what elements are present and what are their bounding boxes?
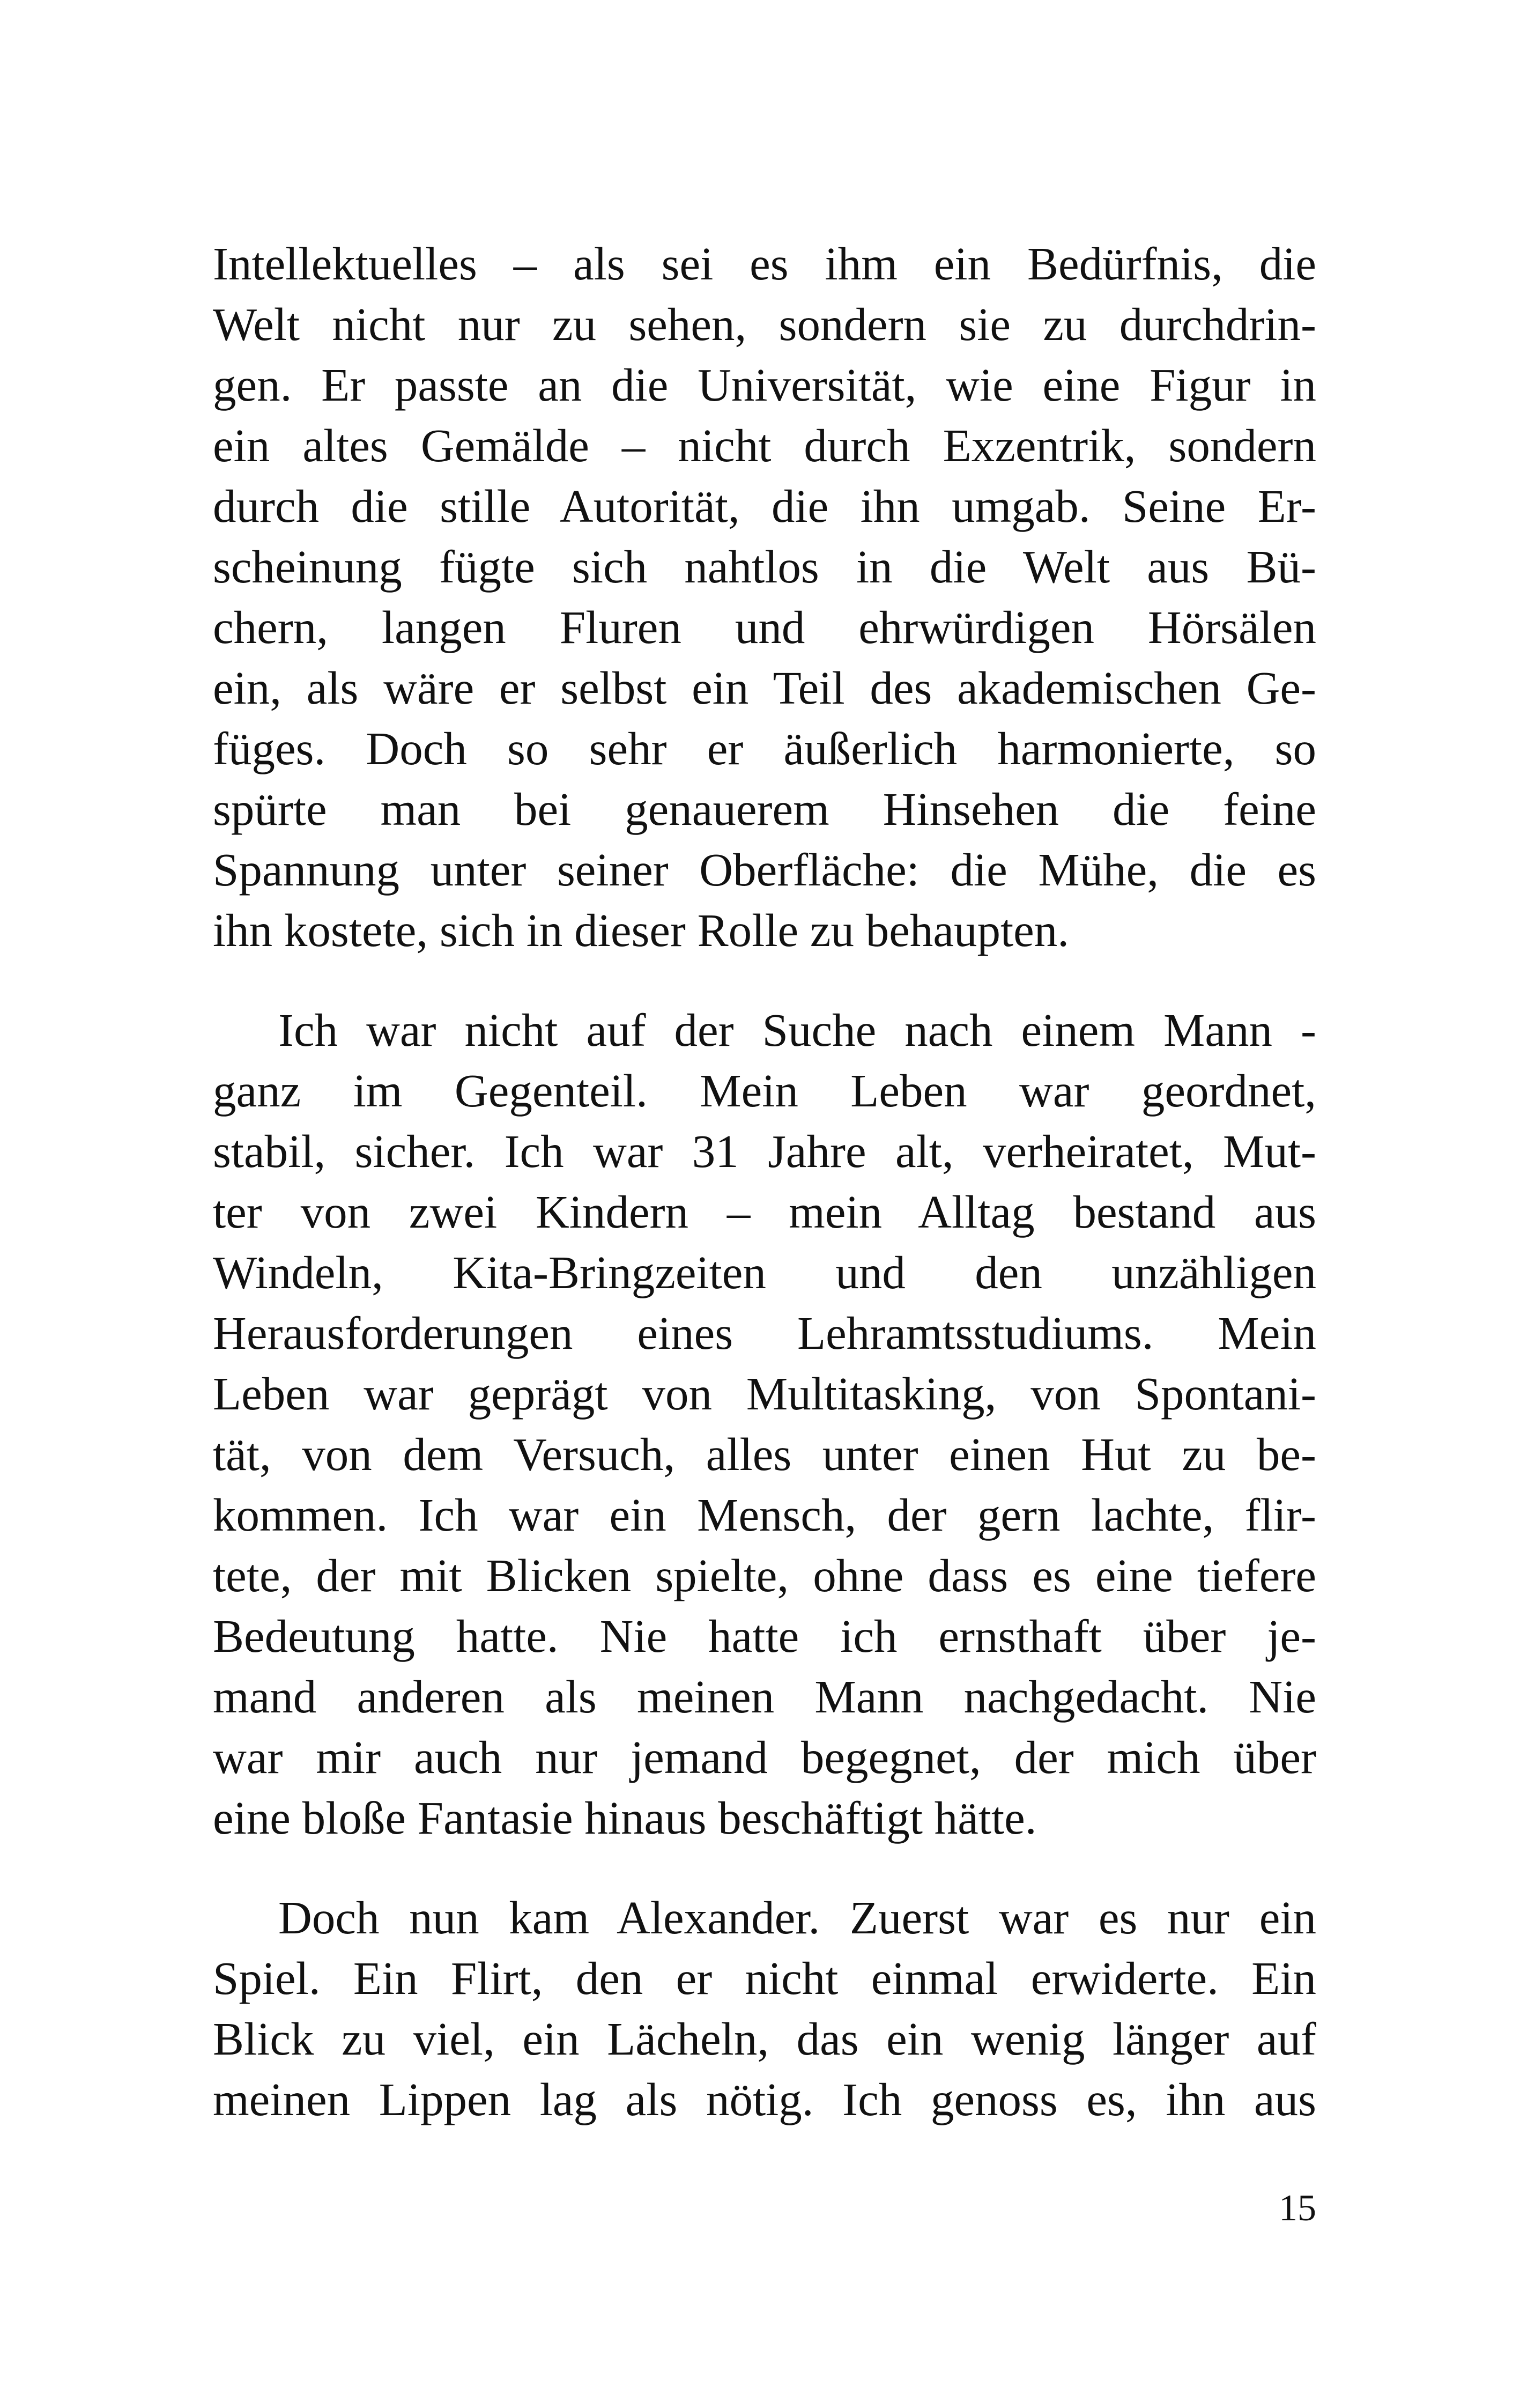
text-line: ganz im Gegenteil. Mein Leben war geordnet, xyxy=(213,1065,1316,1117)
paragraph xyxy=(213,233,1316,961)
text-line: tät, von dem Versuch, alles unter einen Hut zu be- xyxy=(213,1428,1316,1480)
text-line: Herausforderungen eines Lehramtsstudiums. Mein xyxy=(213,1307,1316,1359)
page-number: 15 xyxy=(1279,2188,1316,2229)
text-line: durch die stille Autorität, die ihn umgab. Seine Er- xyxy=(213,480,1316,532)
text-line: gen. Er passte an die Universität, wie eine Figur in xyxy=(213,359,1316,411)
paragraph xyxy=(213,1887,1316,2130)
text-line: tete, der mit Blicken spielte, ohne dass es eine tiefere xyxy=(213,1549,1316,1601)
text-line: Spannung unter seiner Oberfläche: die Mühe, die es xyxy=(213,844,1316,896)
text-line: Intellektuelles – als sei es ihm ein Bedürfnis, die xyxy=(213,238,1316,290)
text-line: Spiel. Ein Flirt, den er nicht einmal erwiderte. Ein xyxy=(213,1952,1316,2004)
text-line: Welt nicht nur zu sehen, sondern sie zu durchdrin- xyxy=(213,298,1316,350)
text-line: spürte man bei genauerem Hinsehen die feine xyxy=(213,783,1316,835)
text-line: Ich war nicht auf der Suche nach einem Mann - xyxy=(278,1004,1316,1056)
paragraph-gap xyxy=(213,1848,1316,1887)
text-line: war mir auch nur jemand begegnet, der mich über xyxy=(213,1731,1316,1783)
text-line: Windeln, Kita-Bringzeiten und den unzähligen xyxy=(213,1246,1316,1298)
paragraph-gap xyxy=(213,961,1316,1000)
text-line: füges. Doch so sehr er äußerlich harmonierte, so xyxy=(213,722,1316,774)
body-text xyxy=(213,233,1316,2130)
text-line: ein altes Gemälde – nicht durch Exzentrik, sondern xyxy=(213,419,1316,471)
text-line: ihn kostete, sich in dieser Rolle zu behaupten. xyxy=(213,904,1070,956)
text-line: kommen. Ich war ein Mensch, der gern lachte, flir- xyxy=(213,1489,1316,1541)
text-line: chern, langen Fluren und ehrwürdigen Hörsälen xyxy=(213,601,1316,653)
text-line: eine bloße Fantasie hinaus beschäftigt hätte. xyxy=(213,1792,1037,1844)
text-line: scheinung fügte sich nahtlos in die Welt aus Bü- xyxy=(213,541,1316,593)
text-line: ter von zwei Kindern – mein Alltag bestand aus xyxy=(213,1186,1316,1238)
text-line: Doch nun kam Alexander. Zuerst war es nur ein xyxy=(278,1892,1316,1944)
text-line: meinen Lippen lag als nötig. Ich genoss es, ihn aus xyxy=(213,2073,1316,2125)
paragraph xyxy=(213,1000,1316,1848)
text-line: Leben war geprägt von Multitasking, von Spontani- xyxy=(213,1368,1316,1420)
text-line: ein, als wäre er selbst ein Teil des akademischen Ge- xyxy=(213,662,1316,714)
text-line: stabil, sicher. Ich war 31 Jahre alt, verheiratet, Mut- xyxy=(213,1125,1316,1177)
text-line: Bedeutung hatte. Nie hatte ich ernsthaft über je- xyxy=(213,1610,1316,1662)
text-line: mand anderen als meinen Mann nachgedacht. Nie xyxy=(213,1671,1316,1723)
text-line: Blick zu viel, ein Lächeln, das ein wenig länger auf xyxy=(213,2013,1316,2065)
